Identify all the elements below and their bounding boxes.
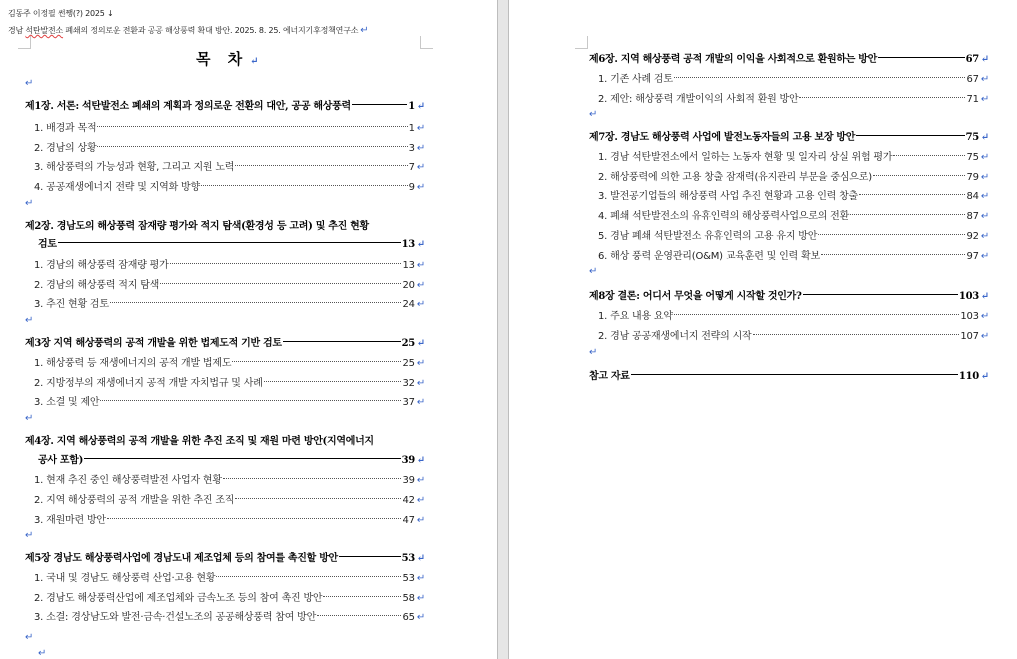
toc-section[interactable]: 3. 소결: 경상남도와 발전·금속·건설노조의 공공해상풍력 참여 방안 65 ↵ (34, 612, 425, 623)
toc-section[interactable]: 3. 소결 및 제안 37 ↵ (34, 397, 425, 408)
crop-mark (18, 36, 31, 49)
document-page-left (0, 0, 497, 659)
toc-section[interactable]: 1. 해상풍력 등 재생에너지의 공적 개발 법제도 25 ↵ (34, 358, 425, 369)
toc-section[interactable]: 1. 주요 내용 요약 103 ↵ (598, 311, 989, 322)
paragraph-mark: ↵ (25, 413, 34, 424)
paragraph-mark: ↵ (589, 109, 598, 120)
toc-section[interactable]: 2. 지역 해상풍력의 공적 개발을 위한 추진 조직 42 ↵ (34, 495, 425, 506)
toc-section[interactable]: 1. 경남의 해상풍력 잠재량 평가 13 ↵ (34, 260, 425, 271)
paragraph-mark: ↵ (25, 632, 34, 643)
toc-section[interactable]: 6. 해상 풍력 운영관리(O&M) 교육훈련 및 인력 확보 97 ↵ (598, 251, 989, 262)
paragraph-mark: ↵ (25, 315, 34, 326)
toc-chapter-6[interactable]: 제6장. 지역 해상풍력 공적 개발의 이익을 사회적으로 환원하는 방안 67 ↵ (589, 54, 989, 65)
paragraph-mark: ↵ (25, 198, 34, 209)
toc-section[interactable]: 2. 해상풍력에 의한 고용 창출 잠재력(유지관리 부문을 중심으로) 79 ↵ (598, 172, 989, 183)
toc-chapter-1[interactable]: 제1장. 서론: 석탄발전소 폐쇄의 계획과 정의로운 전환의 대안, 공공 해상풍력 1 ↵ (25, 101, 425, 112)
paragraph-mark: ↵ (38, 648, 47, 659)
toc-chapter-3[interactable]: 제3장 지역 해상풍력의 공적 개발을 위한 법제도적 기반 검토 25 ↵ (25, 338, 425, 349)
header-document-title: 경남 석탄발전소 폐쇄의 정의로운 전환과 공공 해상풍력 확대 방안. 2025. 8. 25. 에너지기후정책연구소 ↵ (8, 25, 369, 36)
toc-section[interactable]: 2. 경남의 해상풍력 적지 탐색 20 ↵ (34, 280, 425, 291)
toc-section[interactable]: 1. 국내 및 경남도 해상풍력 산업·고용 현황 53 ↵ (34, 573, 425, 584)
toc-chapter-2[interactable]: 검토 13 ↵ (38, 239, 425, 250)
toc-section[interactable]: 5. 경남 폐쇄 석탄발전소 유휴인력의 고용 유지 방안 92 ↵ (598, 231, 989, 242)
toc-section[interactable]: 2. 경남도 해상풍력산업에 제조업체와 금속노조 등의 참여 촉진 방안 58 ↵ (34, 593, 425, 604)
toc-references[interactable]: 참고 자료 110 ↵ (589, 371, 989, 382)
page-gutter (497, 0, 509, 659)
toc-section[interactable]: 3. 추진 현황 검토 24 ↵ (34, 299, 425, 310)
document-page-right (509, 0, 1017, 659)
toc-chapter-4-title[interactable]: 제4장. 지역 해상풍력의 공적 개발을 위한 추진 조직 및 재원 마련 방안(지역에너지 (25, 436, 374, 447)
paragraph-mark: ↵ (25, 530, 34, 541)
toc-chapter-4[interactable]: 공사 포함) 39 ↵ (38, 455, 425, 466)
toc-section[interactable]: 1. 경남 석탄발전소에서 일하는 노동자 현황 및 일자리 상실 위험 평가 75 ↵ (598, 152, 989, 163)
toc-section[interactable]: 2. 지방정부의 재생에너지 공적 개발 자치법규 및 사례 32 ↵ (34, 378, 425, 389)
toc-chapter-5[interactable]: 제5장 경남도 해상풍력사업에 경남도내 제조업체 등의 참여를 촉진할 방안 53 ↵ (25, 553, 425, 564)
toc-section[interactable]: 3. 재원마련 방안 47 ↵ (34, 515, 425, 526)
crop-mark (575, 36, 588, 49)
toc-section[interactable]: 2. 제안: 해상풍력 개발이익의 사회적 환원 방안 71 ↵ (598, 94, 989, 105)
toc-section[interactable]: 4. 폐쇄 석탄발전소의 유휴인력의 해상풍력사업으로의 전환 87 ↵ (598, 211, 989, 222)
toc-section[interactable]: 1. 배경과 목적 1 ↵ (34, 123, 425, 134)
toc-chapter-8[interactable]: 제8장 결론: 어디서 무엇을 어떻게 시작할 것인가? 103 ↵ (589, 291, 989, 302)
toc-section[interactable]: 3. 발전공기업들의 해상풍력 사업 추진 현황과 고용 인력 창출 84 ↵ (598, 191, 989, 202)
toc-section[interactable]: 1. 현재 추진 중인 해상풍력발전 사업자 현황 39 ↵ (34, 475, 425, 486)
toc-title: 목 차 ↵ (196, 50, 265, 68)
toc-chapter-7[interactable]: 제7장. 경남도 해상풍력 사업에 발전노동자들의 고용 보장 방안 75 ↵ (589, 132, 989, 143)
crop-mark (420, 36, 433, 49)
paragraph-mark: ↵ (589, 347, 598, 358)
toc-section[interactable]: 1. 기존 사례 검토 67 ↵ (598, 74, 989, 85)
toc-section[interactable]: 3. 해상풍력의 가능성과 현황, 그리고 지원 노력 7 ↵ (34, 162, 425, 173)
header-author-line: 김동주 이정필 썬쨍(?) 2025 ↓ (8, 9, 114, 18)
toc-section[interactable]: 4. 공공재생에너지 전략 및 지역화 방향 9 ↵ (34, 182, 425, 193)
paragraph-mark: ↵ (25, 78, 34, 89)
toc-section[interactable]: 2. 경남의 상황 3 ↵ (34, 143, 425, 154)
toc-chapter-2-title[interactable]: 제2장. 경남도의 해상풍력 잠재량 평가와 적지 탐색(환경성 등 고려) 및 추진 현황 (25, 221, 369, 232)
toc-section[interactable]: 2. 경남 공공재생에너지 전략의 시작 107 ↵ (598, 331, 989, 342)
paragraph-mark: ↵ (589, 266, 598, 277)
